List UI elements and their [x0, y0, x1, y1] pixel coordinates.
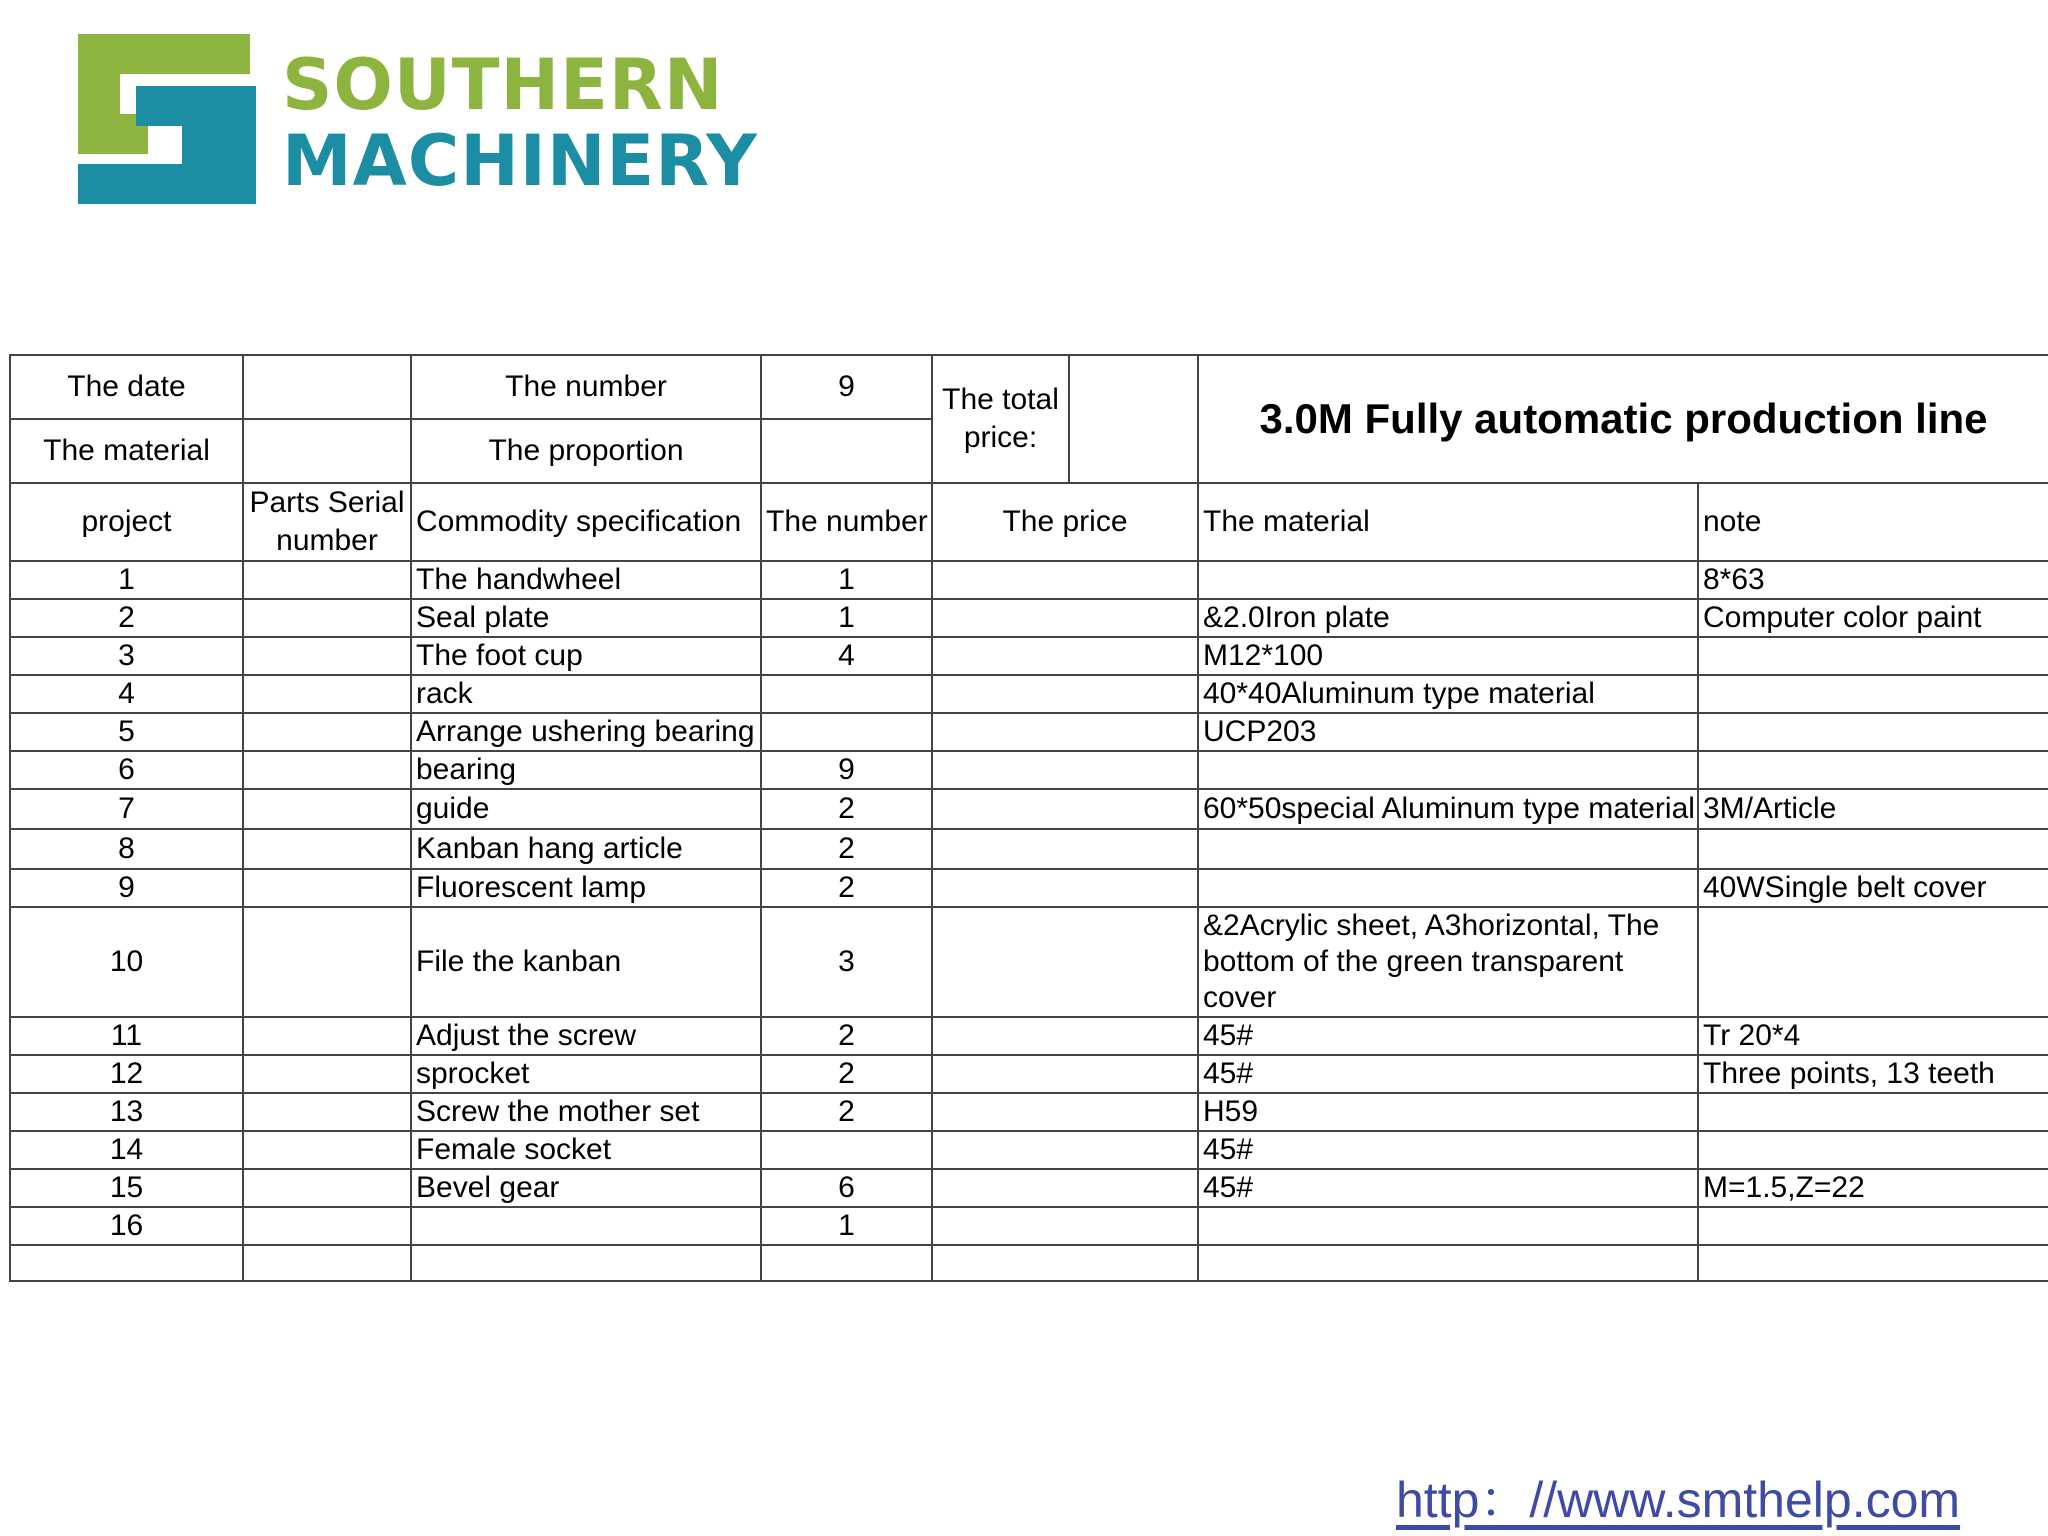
cell-note: 40WSingle belt cover: [1698, 869, 2048, 907]
cell-number: 4: [761, 637, 932, 675]
cell-commodity: Seal plate: [411, 599, 761, 637]
cell-price: [932, 1207, 1198, 1245]
table-row: [10, 789, 2048, 829]
cell-serial: [243, 713, 411, 751]
cell-number: 9: [761, 751, 932, 789]
table-row: [10, 1207, 2048, 1245]
cell-price: [932, 1169, 1198, 1207]
cell-price: [932, 907, 1198, 1017]
cell-material: [1198, 829, 1698, 869]
cell-price: [932, 869, 1198, 907]
cell-note: [1698, 637, 2048, 675]
column-header-material: The material: [1198, 483, 1698, 561]
cell-note: Three points, 13 teeth: [1698, 1055, 2048, 1093]
column-header-project: project: [10, 483, 243, 561]
number-label: The number: [411, 355, 761, 419]
cell-commodity: sprocket: [411, 1055, 761, 1093]
cell-commodity: Bevel gear: [411, 1169, 761, 1207]
cell-material: 45#: [1198, 1017, 1698, 1055]
cell-serial: [243, 637, 411, 675]
table-row: [10, 1131, 2048, 1169]
cell-project: 13: [10, 1093, 243, 1131]
cell-price: [932, 599, 1198, 637]
cell-material: 45#: [1198, 1131, 1698, 1169]
cell-serial: [243, 1207, 411, 1245]
cell-number: 1: [761, 561, 932, 599]
cell-note: [1698, 1245, 2048, 1281]
cell-number: 2: [761, 1017, 932, 1055]
cell-serial: [243, 829, 411, 869]
cell-number: [761, 713, 932, 751]
cell-number: 3: [761, 907, 932, 1017]
cell-project: 16: [10, 1207, 243, 1245]
cell-note: [1698, 751, 2048, 789]
cell-project: 7: [10, 789, 243, 829]
cell-note: [1698, 713, 2048, 751]
proportion-label: The proportion: [411, 419, 761, 483]
cell-price: [932, 713, 1198, 751]
cell-commodity: rack: [411, 675, 761, 713]
cell-number: 2: [761, 829, 932, 869]
table-row: [10, 637, 2048, 675]
column-header-number: The number: [761, 483, 932, 561]
cell-project: 15: [10, 1169, 243, 1207]
cell-serial: [243, 561, 411, 599]
cell-commodity: The handwheel: [411, 561, 761, 599]
cell-material: [1198, 869, 1698, 907]
date-label: The date: [10, 355, 243, 419]
table-row: [10, 1017, 2048, 1055]
cell-commodity: Screw the mother set: [411, 1093, 761, 1131]
total-price-label: The total price:: [932, 355, 1069, 483]
cell-material: 60*50special Aluminum type material: [1198, 789, 1698, 829]
table-row: [10, 713, 2048, 751]
cell-note: [1698, 829, 2048, 869]
cell-serial: [243, 599, 411, 637]
material-value[interactable]: [243, 419, 411, 483]
cell-note: 3M/Article: [1698, 789, 2048, 829]
cell-project: 4: [10, 675, 243, 713]
table-row: [10, 1245, 2048, 1281]
cell-note: [1698, 907, 2048, 1017]
cell-project: 11: [10, 1017, 243, 1055]
company-logo: [78, 34, 758, 204]
cell-project: 3: [10, 637, 243, 675]
cell-material: [1198, 1207, 1698, 1245]
cell-commodity: guide: [411, 789, 761, 829]
cell-note: M=1.5,Z=22: [1698, 1169, 2048, 1207]
column-header-price: The price: [932, 483, 1198, 561]
cell-number: 2: [761, 1055, 932, 1093]
column-header-commodity: Commodity specification: [411, 483, 761, 561]
logo-line-machinery: MACHINERY: [282, 120, 758, 202]
cell-number: 1: [761, 599, 932, 637]
cell-commodity: Adjust the screw: [411, 1017, 761, 1055]
cell-material: 45#: [1198, 1169, 1698, 1207]
cell-project: 9: [10, 869, 243, 907]
cell-note: [1698, 675, 2048, 713]
table-row: [10, 561, 2048, 599]
cell-price: [932, 561, 1198, 599]
cell-material: 45#: [1198, 1055, 1698, 1093]
table-row: [10, 675, 2048, 713]
cell-number: [761, 1245, 932, 1281]
cell-note: [1698, 1093, 2048, 1131]
table-row: [10, 829, 2048, 869]
cell-note: Computer color paint: [1698, 599, 2048, 637]
cell-price: [932, 751, 1198, 789]
cell-commodity: File the kanban: [411, 907, 761, 1017]
cell-commodity: Kanban hang article: [411, 829, 761, 869]
cell-price: [932, 637, 1198, 675]
cell-number: 6: [761, 1169, 932, 1207]
cell-price: [932, 1131, 1198, 1169]
table-row: [10, 907, 2048, 1017]
header-row-1: [10, 355, 2048, 419]
website-link[interactable]: http：//www.smthelp.com: [1396, 1472, 1961, 1528]
cell-project: [10, 1245, 243, 1281]
number-value[interactable]: 9: [761, 355, 932, 419]
cell-material: &2Acrylic sheet, A3horizontal, The bottom of the green transparent cover: [1198, 907, 1698, 1017]
cell-commodity: The foot cup: [411, 637, 761, 675]
cell-price: [932, 829, 1198, 869]
cell-number: 2: [761, 869, 932, 907]
cell-serial: [243, 869, 411, 907]
cell-project: 14: [10, 1131, 243, 1169]
cell-commodity: Arrange ushering bearing: [411, 713, 761, 751]
cell-project: 12: [10, 1055, 243, 1093]
table-row: [10, 869, 2048, 907]
cell-note: [1698, 1131, 2048, 1169]
table-row: [10, 751, 2048, 789]
cell-note: [1698, 1207, 2048, 1245]
table-row: [10, 1055, 2048, 1093]
cell-serial: [243, 1093, 411, 1131]
date-value[interactable]: [243, 355, 411, 419]
cell-material: [1198, 561, 1698, 599]
cell-number: [761, 675, 932, 713]
column-header-parts-serial: Parts Serial number: [243, 483, 411, 561]
sheet-title: 3.0M Fully automatic production line: [1198, 355, 2048, 483]
cell-number: 2: [761, 1093, 932, 1131]
cell-material: M12*100: [1198, 637, 1698, 675]
column-header-row: [10, 483, 2048, 561]
cell-commodity: bearing: [411, 751, 761, 789]
total-price-value[interactable]: [1069, 355, 1198, 483]
cell-material: 40*40Aluminum type material: [1198, 675, 1698, 713]
cell-project: 8: [10, 829, 243, 869]
cell-serial: [243, 1017, 411, 1055]
cell-price: [932, 675, 1198, 713]
cell-commodity: [411, 1207, 761, 1245]
cell-number: [761, 1131, 932, 1169]
cell-material: H59: [1198, 1093, 1698, 1131]
cell-serial: [243, 1131, 411, 1169]
cell-commodity: [411, 1245, 761, 1281]
cell-price: [932, 1093, 1198, 1131]
cell-number: 1: [761, 1207, 932, 1245]
table-row: [10, 1169, 2048, 1207]
cell-price: [932, 789, 1198, 829]
cell-material: UCP203: [1198, 713, 1698, 751]
cell-commodity: Fluorescent lamp: [411, 869, 761, 907]
logo-mark-icon: [78, 34, 258, 204]
cell-project: 2: [10, 599, 243, 637]
cell-project: 1: [10, 561, 243, 599]
cell-project: 10: [10, 907, 243, 1017]
table-row: [10, 599, 2048, 637]
logo-wordmark: [282, 44, 758, 202]
logo-line-southern: SOUTHERN: [282, 44, 724, 126]
cell-material: [1198, 1245, 1698, 1281]
cell-serial: [243, 907, 411, 1017]
cell-commodity: Female socket: [411, 1131, 761, 1169]
table-row: [10, 1093, 2048, 1131]
parts-list-table: [9, 354, 2048, 1282]
cell-note: Tr 20*4: [1698, 1017, 2048, 1055]
proportion-value[interactable]: [761, 419, 932, 483]
cell-material: [1198, 751, 1698, 789]
cell-serial: [243, 1055, 411, 1093]
column-header-note: note: [1698, 483, 2048, 561]
cell-price: [932, 1017, 1198, 1055]
cell-serial: [243, 789, 411, 829]
cell-serial: [243, 751, 411, 789]
cell-note: 8*63: [1698, 561, 2048, 599]
cell-number: 2: [761, 789, 932, 829]
cell-serial: [243, 675, 411, 713]
cell-project: 5: [10, 713, 243, 751]
cell-material: &2.0Iron plate: [1198, 599, 1698, 637]
cell-price: [932, 1245, 1198, 1281]
cell-project: 6: [10, 751, 243, 789]
cell-serial: [243, 1169, 411, 1207]
cell-price: [932, 1055, 1198, 1093]
material-label: The material: [10, 419, 243, 483]
cell-serial: [243, 1245, 411, 1281]
